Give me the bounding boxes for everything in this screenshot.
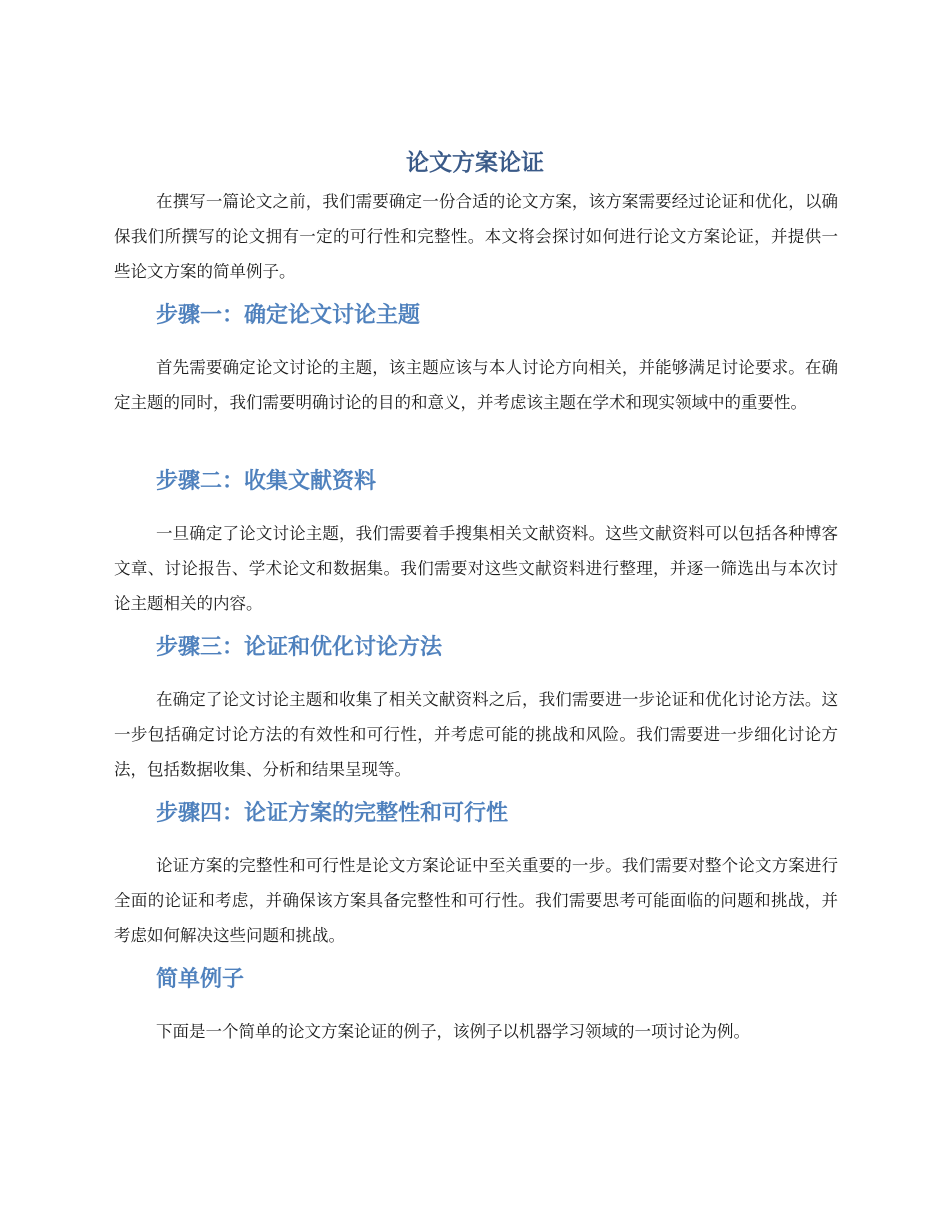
section-heading-step-1: 步骤一：确定论文讨论主题: [156, 303, 421, 328]
section-heading-example: 简单例子: [156, 967, 245, 992]
section-heading-step-3: 步骤三：论证和优化讨论方法: [156, 635, 443, 660]
section-body-step-2: 一旦确定了论文讨论主题，我们需要着手搜集相关文献资料。这些文献资料可以包括各种博客文章、讨论报告、学术论文和数据集。我们需要对这些文献资料进行整理，并逐一筛选出与本次讨论主题相关的内容。: [114, 524, 838, 613]
section-body-example: 下面是一个简单的论文方案论证的例子，该例子以机器学习领域的一项讨论为例。: [156, 1022, 750, 1041]
section-body-step-4: 论证方案的完整性和可行性是论文方案论证中至关重要的一步。我们需要对整个论文方案进行全面的论证和考虑，并确保该方案具备完整性和可行性。我们需要思考可能面临的问题和挑战，并考虑如何解决这些问题和挑战。: [114, 856, 838, 945]
section-body-step-1: 首先需要确定论文讨论的主题，该主题应该与本人讨论方向相关，并能够满足讨论要求。在确定主题的同时，我们需要明确讨论的目的和意义，并考虑该主题在学术和现实领域中的重要性。: [114, 358, 838, 412]
section-heading-step-4: 步骤四：论证方案的完整性和可行性: [156, 801, 509, 826]
section-heading-step-2: 步骤二：收集文献资料: [156, 469, 377, 494]
document-title: 论文方案论证: [406, 150, 544, 176]
intro-paragraph: 在撰写一篇论文之前，我们需要确定一份合适的论文方案，该方案需要经过论证和优化，以确保我们所撰写的论文拥有一定的可行性和完整性。本文将会探讨如何进行论文方案论证，并提供一些论文方案的简单例子。: [114, 192, 838, 281]
section-body-step-3: 在确定了论文讨论主题和收集了相关文献资料之后，我们需要进一步论证和优化讨论方法。这一步包括确定讨论方法的有效性和可行性，并考虑可能的挑战和风险。我们需要进一步细化讨论方法，包括数据收集、分析和结果呈现等。: [114, 690, 838, 779]
